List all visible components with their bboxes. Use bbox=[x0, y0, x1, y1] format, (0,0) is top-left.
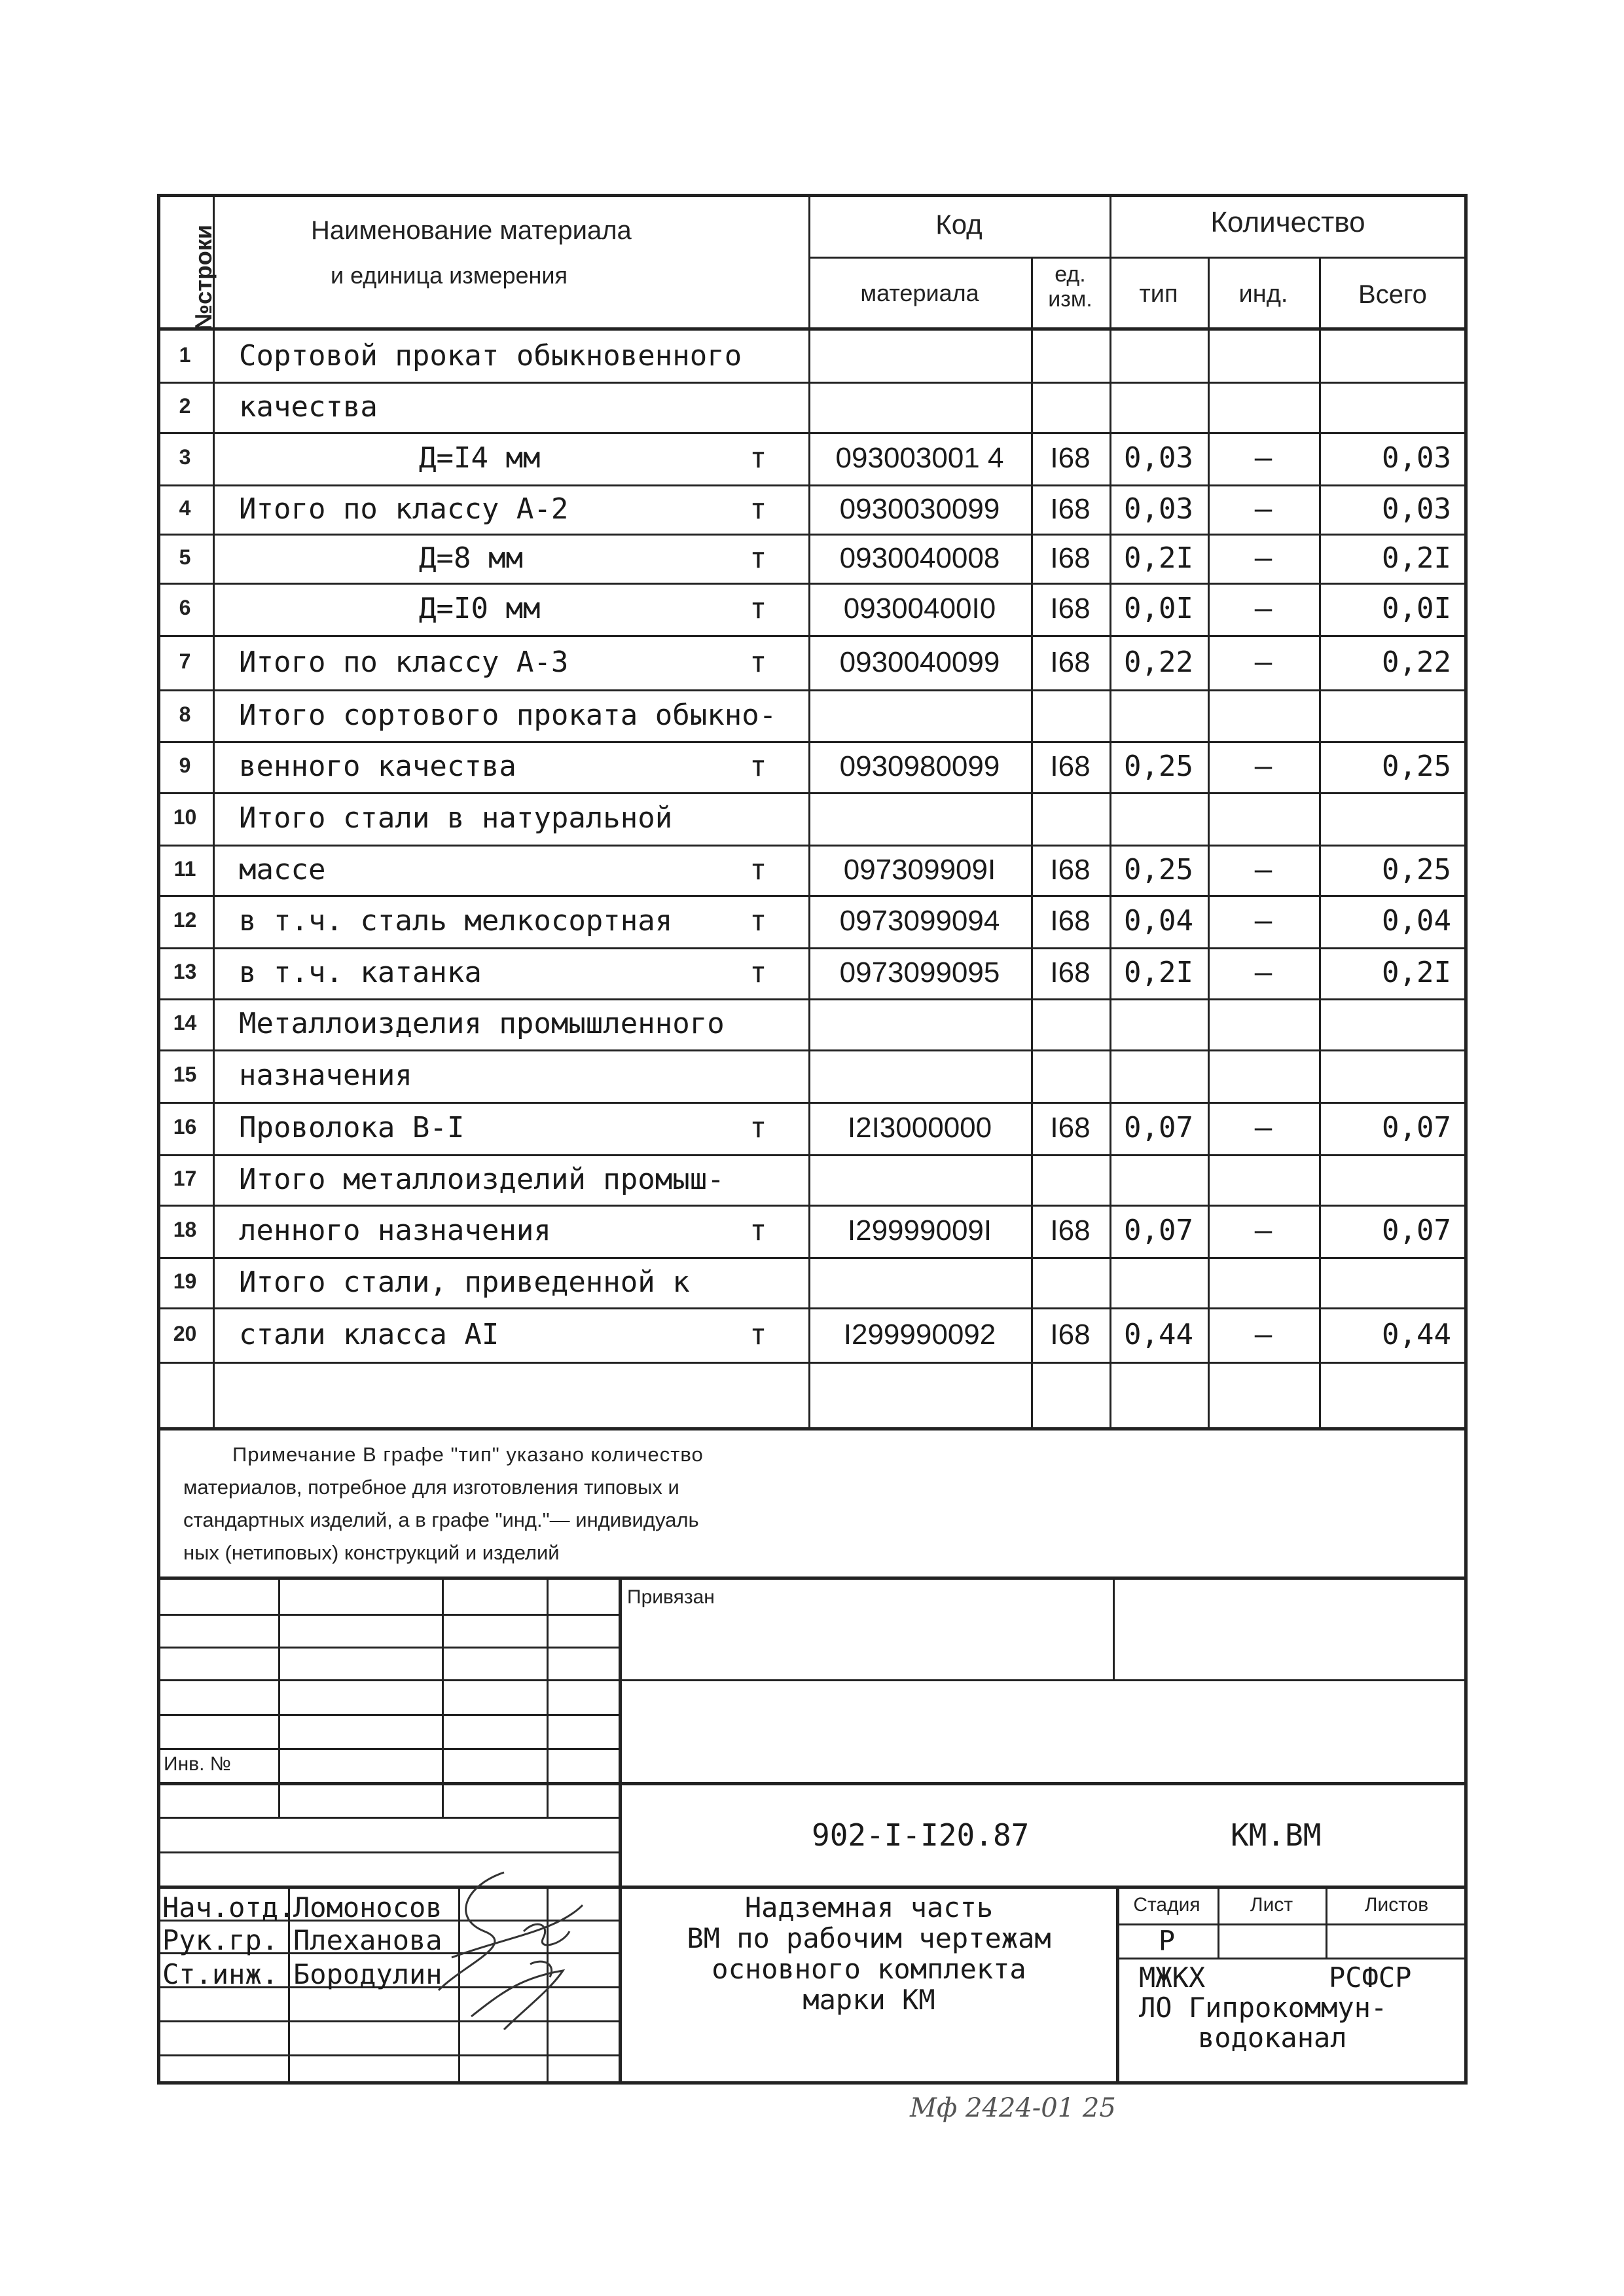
unit-code: I68 bbox=[1050, 442, 1091, 474]
material-name: массе bbox=[239, 853, 326, 886]
stamp-left-h2 bbox=[157, 1647, 619, 1649]
quantity-type: 0,25 bbox=[1124, 750, 1193, 783]
row-divider bbox=[157, 1102, 1468, 1104]
unit-of-measure: т bbox=[749, 541, 767, 575]
sheet-label: Лист bbox=[1250, 1894, 1293, 1916]
header-bottom-line bbox=[157, 327, 1468, 331]
row-divider bbox=[157, 1154, 1468, 1156]
stamp-left-h6 bbox=[157, 1817, 619, 1819]
quantity-type: 0,2I bbox=[1124, 956, 1193, 989]
quantity-total: 0,44 bbox=[1382, 1318, 1451, 1351]
type-header: тип bbox=[1139, 280, 1178, 308]
total-header: Всего bbox=[1358, 280, 1427, 309]
table-bottom-line bbox=[157, 1427, 1468, 1430]
row-number: 8 bbox=[179, 702, 191, 726]
row-divider bbox=[157, 1049, 1468, 1051]
stage-label: Стадия bbox=[1133, 1894, 1200, 1916]
stamp-role-h5 bbox=[157, 2054, 619, 2056]
stamp-left-h7 bbox=[157, 1851, 619, 1853]
privyazan-label: Привязан bbox=[627, 1586, 715, 1608]
quantity-ind: – bbox=[1254, 492, 1272, 526]
material-code: 0973099094 bbox=[839, 905, 1000, 937]
quantity-total: 0,07 bbox=[1382, 1111, 1451, 1144]
unit-of-measure: т bbox=[749, 441, 767, 475]
org-line3: водоканал bbox=[1198, 2022, 1347, 2054]
quantity-total: 0,07 bbox=[1382, 1214, 1451, 1247]
row-divider bbox=[157, 635, 1468, 637]
unit-of-measure: т bbox=[749, 1111, 767, 1144]
unit-code: I68 bbox=[1050, 1214, 1091, 1247]
material-code: 097309909I bbox=[843, 854, 996, 886]
material-code: 09300400I0 bbox=[843, 592, 996, 625]
signature-scribbles bbox=[425, 1859, 596, 2036]
row-divider bbox=[157, 689, 1468, 691]
material-code-header: материала bbox=[860, 280, 979, 306]
unit-header-line1: ед. bbox=[1055, 262, 1086, 287]
material-name: Итого по классу А-3 bbox=[239, 646, 569, 679]
stamp-left-h3 bbox=[157, 1679, 1468, 1681]
unit-code: I68 bbox=[1050, 493, 1091, 525]
material-name: Итого стали в натуральной bbox=[239, 801, 673, 835]
row-number: 5 bbox=[179, 545, 191, 569]
row-number: 18 bbox=[173, 1218, 197, 1241]
row-number: 6 bbox=[179, 596, 191, 619]
stage-block-left bbox=[1116, 1886, 1119, 2085]
quantity-ind: – bbox=[1254, 904, 1272, 938]
signature-name: Ломоносов bbox=[293, 1891, 442, 1923]
unit-of-measure: т bbox=[749, 904, 767, 938]
row-number: 1 bbox=[179, 343, 191, 367]
quantity-type: 0,0I bbox=[1124, 592, 1193, 625]
signature-role: Нач.отд. bbox=[162, 1891, 295, 1923]
quantity-type: 0,07 bbox=[1124, 1111, 1193, 1144]
unit-code: I68 bbox=[1050, 646, 1091, 678]
material-name: Металлоизделия промышленного bbox=[239, 1007, 725, 1040]
material-code: 0930030099 bbox=[839, 493, 1000, 525]
row-number: 14 bbox=[173, 1011, 197, 1034]
quantity-ind: – bbox=[1254, 750, 1272, 783]
row-divider bbox=[157, 998, 1468, 1000]
unit-code: I68 bbox=[1050, 1112, 1091, 1144]
material-name: Итого по классу А-2 bbox=[239, 492, 569, 526]
material-name: Д=I4 мм bbox=[419, 441, 541, 475]
quantity-type: 0,2I bbox=[1124, 541, 1193, 575]
stamp-title-top bbox=[157, 1886, 1468, 1889]
material-name: ленного назначения bbox=[239, 1214, 551, 1247]
quantity-header: Количество bbox=[1210, 206, 1365, 238]
material-name: Д=I0 мм bbox=[419, 592, 541, 625]
material-name: Сортовой прокат обыкновенного bbox=[239, 339, 742, 373]
unit-code: I68 bbox=[1050, 1319, 1091, 1351]
material-name: Итого сортового проката обыкно- bbox=[239, 699, 777, 732]
unit-code: I68 bbox=[1050, 592, 1091, 625]
row-number: 15 bbox=[173, 1063, 197, 1086]
material-name: венного качества bbox=[239, 750, 516, 783]
row-divider bbox=[157, 534, 1468, 536]
row-number: 19 bbox=[173, 1269, 197, 1293]
row-number: 2 bbox=[179, 394, 191, 418]
stage-value: Р bbox=[1158, 1925, 1176, 1957]
material-code: 0973099095 bbox=[839, 957, 1000, 989]
row-number: 20 bbox=[173, 1322, 197, 1345]
row-divider bbox=[157, 583, 1468, 585]
signature-role: Ст.инж. bbox=[162, 1958, 279, 1990]
unit-of-measure: т bbox=[749, 750, 767, 783]
org-line2: ЛО Гипрокоммун- bbox=[1139, 1992, 1388, 2024]
row-number: 3 bbox=[179, 445, 191, 469]
row-number-header: №строки bbox=[190, 225, 217, 331]
row-divider bbox=[157, 1205, 1468, 1207]
quantity-total: 0,04 bbox=[1382, 904, 1451, 938]
row-number: 12 bbox=[173, 908, 197, 932]
header-sub-line bbox=[808, 257, 1468, 259]
signature-name: Бородулин bbox=[293, 1958, 442, 1990]
unit-of-measure: т bbox=[749, 592, 767, 625]
row-divider bbox=[157, 1362, 1468, 1364]
header-divider bbox=[1110, 194, 1111, 257]
footer-archive-mark: Мф 2424-01 25 bbox=[910, 2093, 1116, 2123]
code-header: Код bbox=[935, 209, 983, 240]
note-line1: Примечание В графе "тип" указано количество bbox=[232, 1443, 704, 1466]
material-name: Итого стали, приведенной к bbox=[239, 1266, 690, 1299]
quantity-type: 0,03 bbox=[1124, 441, 1193, 475]
material-name: в т.ч. сталь мелкосортная bbox=[239, 904, 673, 938]
unit-of-measure: т bbox=[749, 853, 767, 886]
quantity-ind: – bbox=[1254, 853, 1272, 886]
unit-of-measure: т bbox=[749, 492, 767, 526]
drawing-mark: КМ.ВМ bbox=[1231, 1817, 1322, 1853]
quantity-total: 0,03 bbox=[1382, 492, 1451, 526]
material-code: I29999009I bbox=[847, 1214, 992, 1247]
ind-header: инд. bbox=[1238, 280, 1288, 308]
row-number: 7 bbox=[179, 649, 191, 673]
title-line1: Надземная часть bbox=[744, 1891, 994, 1923]
row-divider bbox=[157, 484, 1468, 486]
material-name: Проволока В-I bbox=[239, 1111, 465, 1144]
material-code: 0930040099 bbox=[839, 646, 1000, 678]
stamp-left-h4 bbox=[157, 1714, 619, 1716]
inventory-number-label: Инв. № bbox=[164, 1753, 231, 1775]
quantity-ind: – bbox=[1254, 1111, 1272, 1144]
row-divider bbox=[157, 382, 1468, 384]
stage-block-h2 bbox=[1116, 1958, 1468, 1959]
quantity-ind: – bbox=[1254, 441, 1272, 475]
unit-code: I68 bbox=[1050, 957, 1091, 989]
note-line4: ных (нетиповых) конструкций и изделий bbox=[183, 1541, 560, 1564]
quantity-total: 0,03 bbox=[1382, 441, 1451, 475]
quantity-type: 0,04 bbox=[1124, 904, 1193, 938]
stamp-left-h1 bbox=[157, 1614, 619, 1616]
name-header-line2: и единица измерения bbox=[331, 262, 568, 289]
quantity-ind: – bbox=[1254, 1318, 1272, 1351]
row-divider bbox=[157, 895, 1468, 897]
material-name: Итого металлоизделий промыш- bbox=[239, 1163, 725, 1196]
org-line1b: РСФСР bbox=[1329, 1961, 1412, 1994]
quantity-type: 0,03 bbox=[1124, 492, 1193, 526]
quantity-total: 0,22 bbox=[1382, 646, 1451, 679]
header-top-line bbox=[157, 194, 1468, 197]
row-number: 4 bbox=[179, 496, 191, 520]
unit-of-measure: т bbox=[749, 1318, 767, 1351]
material-name: качества bbox=[239, 390, 378, 424]
material-code: 093003001 4 bbox=[835, 442, 1004, 474]
row-number: 9 bbox=[179, 754, 191, 777]
material-name: назначения bbox=[239, 1059, 412, 1092]
stamp-code-top bbox=[157, 1782, 1468, 1785]
quantity-ind: – bbox=[1254, 1214, 1272, 1247]
unit-of-measure: т bbox=[749, 956, 767, 989]
row-divider bbox=[157, 845, 1468, 847]
row-number: 11 bbox=[173, 857, 196, 881]
quantity-type: 0,07 bbox=[1124, 1214, 1193, 1247]
material-code: 0930040008 bbox=[839, 542, 1000, 574]
row-number: 10 bbox=[173, 805, 197, 829]
signature-role: Рук.гр. bbox=[162, 1924, 279, 1956]
row-number: 17 bbox=[173, 1167, 197, 1190]
row-divider bbox=[157, 1307, 1468, 1309]
row-divider bbox=[157, 432, 1468, 434]
quantity-type: 0,25 bbox=[1124, 853, 1193, 886]
table-column-line bbox=[213, 194, 215, 1427]
unit-of-measure: т bbox=[749, 1214, 767, 1247]
quantity-ind: – bbox=[1254, 592, 1272, 625]
unit-of-measure: т bbox=[749, 646, 767, 679]
row-number: 16 bbox=[173, 1115, 197, 1139]
unit-code: I68 bbox=[1050, 542, 1091, 574]
sheets-label: Листов bbox=[1364, 1894, 1429, 1916]
note-line2: материалов, потребное для изготовления типовых и bbox=[183, 1476, 679, 1499]
org-line1a: МЖКХ bbox=[1139, 1961, 1206, 1994]
stamp-left-h5 bbox=[157, 1748, 619, 1750]
quantity-total: 0,2I bbox=[1382, 541, 1451, 575]
stamp-top-line bbox=[157, 1576, 1468, 1580]
unit-code: I68 bbox=[1050, 905, 1091, 937]
quantity-total: 0,0I bbox=[1382, 592, 1451, 625]
quantity-total: 0,25 bbox=[1382, 750, 1451, 783]
name-header-line1: Наименование материала bbox=[311, 216, 632, 245]
material-code: I2I3000000 bbox=[847, 1112, 992, 1144]
row-divider bbox=[157, 792, 1468, 794]
row-divider bbox=[157, 947, 1468, 949]
row-divider bbox=[157, 741, 1468, 743]
quantity-ind: – bbox=[1254, 646, 1272, 679]
quantity-type: 0,22 bbox=[1124, 646, 1193, 679]
document-code: 902-I-I20.87 bbox=[812, 1817, 1030, 1853]
quantity-total: 0,2I bbox=[1382, 956, 1451, 989]
stamp-privyazan-v bbox=[1113, 1576, 1115, 1681]
title-line3: основного комплекта bbox=[712, 1953, 1026, 1985]
quantity-type: 0,44 bbox=[1124, 1318, 1193, 1351]
quantity-ind: – bbox=[1254, 956, 1272, 989]
row-divider bbox=[157, 1257, 1468, 1259]
material-code: I299990092 bbox=[843, 1319, 996, 1351]
title-line2: ВМ по рабочим чертежам bbox=[687, 1922, 1051, 1954]
unit-header-line2: изм. bbox=[1048, 287, 1092, 312]
quantity-ind: – bbox=[1254, 541, 1272, 575]
title-line4: марки КМ bbox=[803, 1984, 935, 2016]
quantity-total: 0,25 bbox=[1382, 853, 1451, 886]
row-number: 13 bbox=[173, 960, 197, 983]
material-name: стали класса АI bbox=[239, 1318, 499, 1351]
material-name: Д=8 мм bbox=[419, 541, 523, 575]
unit-code: I68 bbox=[1050, 854, 1091, 886]
note-line3: стандартных изделий, а в графе "инд."— индивидуаль bbox=[183, 1508, 699, 1531]
material-code: 0930980099 bbox=[839, 750, 1000, 782]
signature-name: Плеханова bbox=[293, 1924, 442, 1956]
material-name: в т.ч. катанка bbox=[239, 956, 482, 989]
unit-code: I68 bbox=[1050, 750, 1091, 782]
